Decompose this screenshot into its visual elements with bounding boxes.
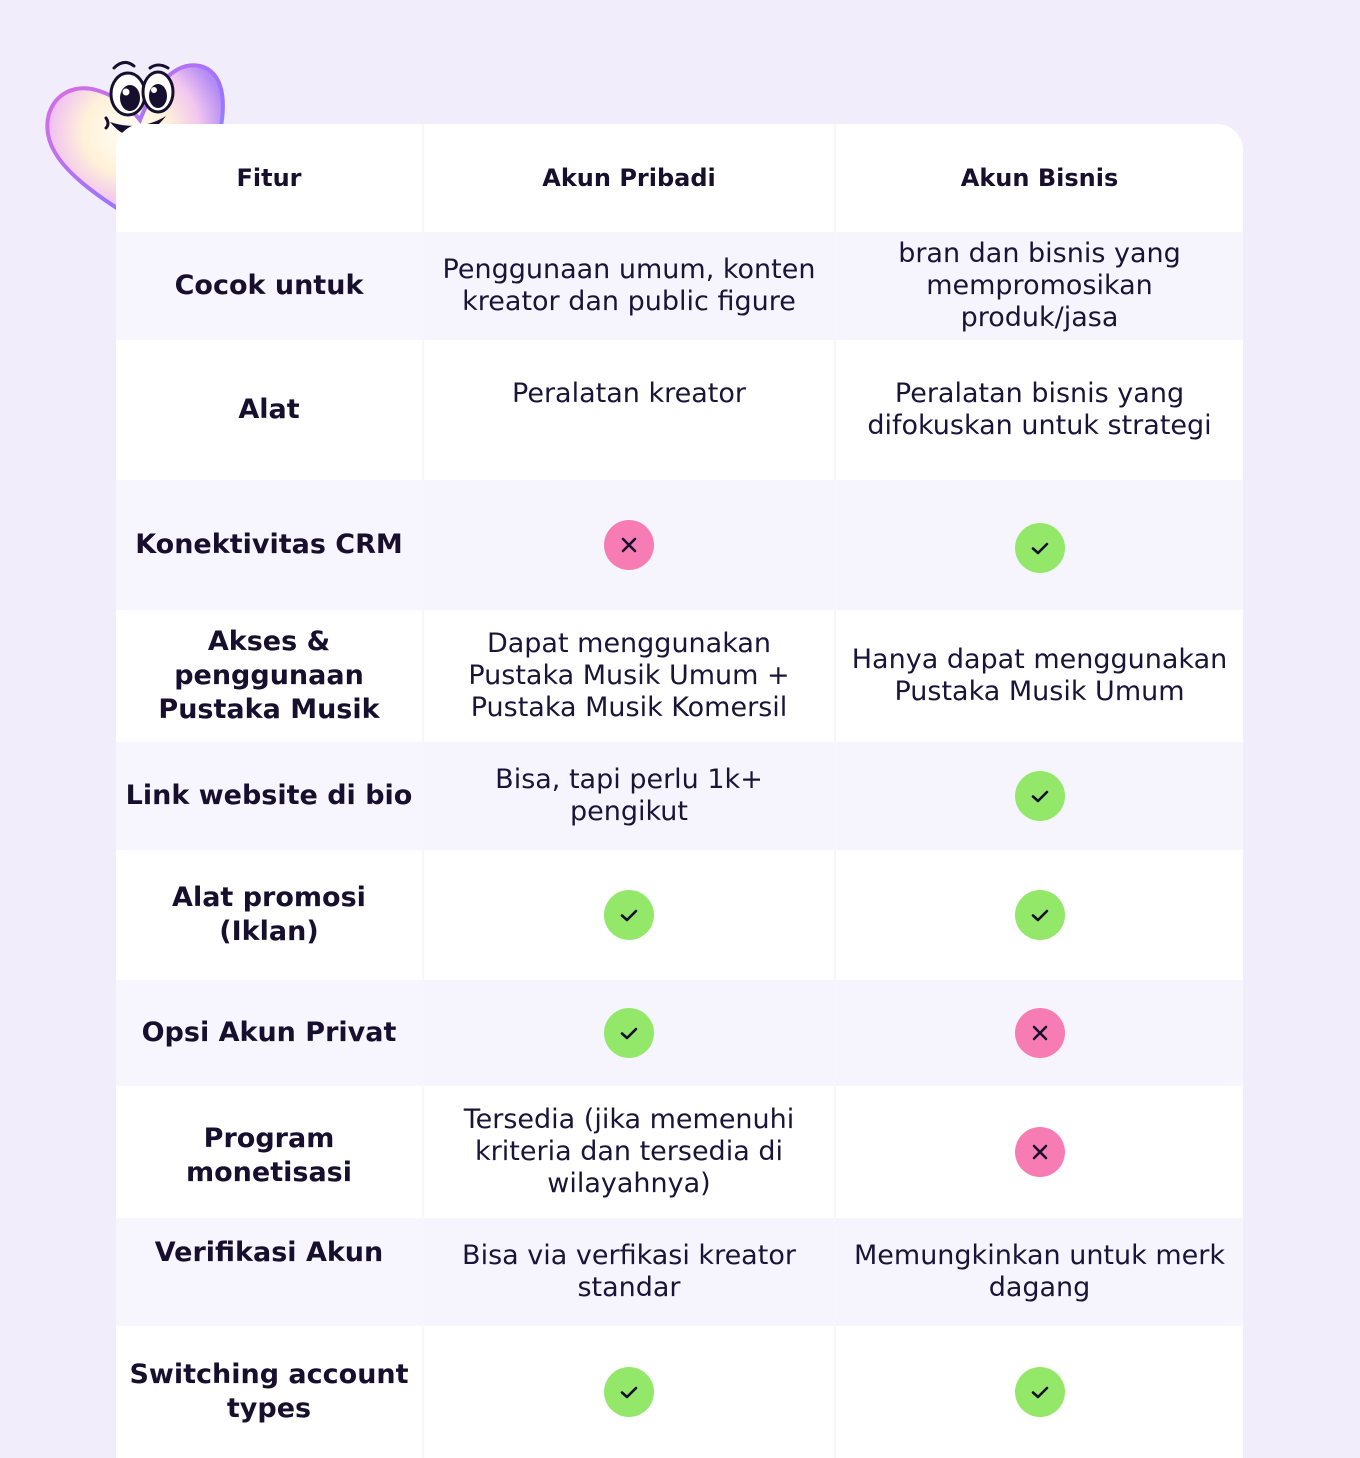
feature-label: Alat: [238, 394, 300, 425]
feature-label: Akses & penggunaan Pustaka Musik: [158, 626, 380, 725]
cross-icon: [604, 520, 654, 570]
feature-label: Cocok untuk: [174, 270, 364, 301]
personal-value: Bisa, tapi perlu 1k+ pengikut: [495, 764, 763, 827]
business-cell: [836, 610, 1243, 742]
personal-value: Peralatan kreator: [512, 378, 746, 409]
business-cell: [836, 232, 1243, 340]
cross-icon: [1015, 1008, 1065, 1058]
personal-value: Penggunaan umum, konten kreator dan public figure: [442, 254, 816, 317]
business-cell: [836, 1326, 1243, 1458]
header-personal-cell: [424, 124, 834, 232]
business-cell: [836, 340, 1243, 480]
comparison-table: [116, 124, 1243, 1458]
feature-cell: [116, 980, 422, 1086]
table-row: [116, 480, 1243, 610]
personal-cell: [424, 850, 834, 980]
feature-label: Konektivitas CRM: [135, 529, 403, 560]
feature-label: Verifikasi Akun: [154, 1237, 384, 1268]
feature-cell: [116, 742, 422, 850]
table-row: [116, 1086, 1243, 1218]
check-icon: [604, 890, 654, 940]
check-icon: [604, 1367, 654, 1417]
business-cell: [836, 980, 1243, 1086]
feature-label: Link website di bio: [125, 780, 413, 811]
table-header-row: [116, 124, 1243, 232]
business-cell: [836, 480, 1243, 610]
personal-value: Dapat menggunakan Pustaka Musik Umum + Pustaka Musik Komersil: [468, 628, 790, 723]
table-row: [116, 850, 1243, 980]
header-personal-label: Akun Pribadi: [542, 164, 716, 192]
header-business-cell: [836, 124, 1243, 232]
personal-cell: [424, 1218, 834, 1326]
business-value: Hanya dapat menggunakan Pustaka Musik Umum: [851, 644, 1228, 707]
check-icon: [1015, 890, 1065, 940]
header-feature-label: Fitur: [236, 164, 302, 192]
business-value: Memungkinkan untuk merk dagang: [853, 1240, 1225, 1303]
personal-cell: [424, 980, 834, 1086]
feature-cell: [116, 340, 422, 480]
personal-cell: [424, 1326, 834, 1458]
feature-cell: [116, 1218, 422, 1326]
personal-cell: [424, 480, 834, 610]
business-value: Peralatan bisnis yang difokuskan untuk strategi: [867, 378, 1212, 441]
table-row: [116, 610, 1243, 742]
feature-cell: [116, 610, 422, 742]
feature-label: Opsi Akun Privat: [141, 1017, 397, 1048]
table-row: [116, 980, 1243, 1086]
personal-cell: [424, 610, 834, 742]
feature-cell: [116, 480, 422, 610]
table-row: [116, 1326, 1243, 1458]
feature-cell: [116, 1326, 422, 1458]
table-row: [116, 232, 1243, 340]
feature-cell: [116, 232, 422, 340]
personal-value: Bisa via verfikasi kreator standar: [462, 1240, 796, 1303]
feature-label: Switching account types: [129, 1359, 409, 1424]
personal-value: Tersedia (jika memenuhi kriteria dan tersedia di wilayahnya): [463, 1104, 795, 1199]
business-cell: [836, 1218, 1243, 1326]
feature-cell: [116, 1086, 422, 1218]
check-icon: [1015, 771, 1065, 821]
personal-cell: [424, 340, 834, 480]
personal-cell: [424, 1086, 834, 1218]
personal-cell: [424, 742, 834, 850]
table-row: [116, 742, 1243, 850]
header-feature-cell: [116, 124, 422, 232]
business-cell: [836, 742, 1243, 850]
business-value: bran dan bisnis yang mempromosikan produk/jasa: [898, 238, 1181, 333]
business-cell: [836, 850, 1243, 980]
feature-label: Program monetisasi: [186, 1123, 352, 1188]
header-business-label: Akun Bisnis: [960, 164, 1119, 192]
personal-cell: [424, 232, 834, 340]
check-icon: [1015, 523, 1065, 573]
business-cell: [836, 1086, 1243, 1218]
cross-icon: [1015, 1127, 1065, 1177]
feature-cell: [116, 850, 422, 980]
feature-label: Alat promosi (Iklan): [172, 882, 366, 947]
check-icon: [1015, 1367, 1065, 1417]
table-row: [116, 1218, 1243, 1326]
table-row: [116, 340, 1243, 480]
check-icon: [604, 1008, 654, 1058]
